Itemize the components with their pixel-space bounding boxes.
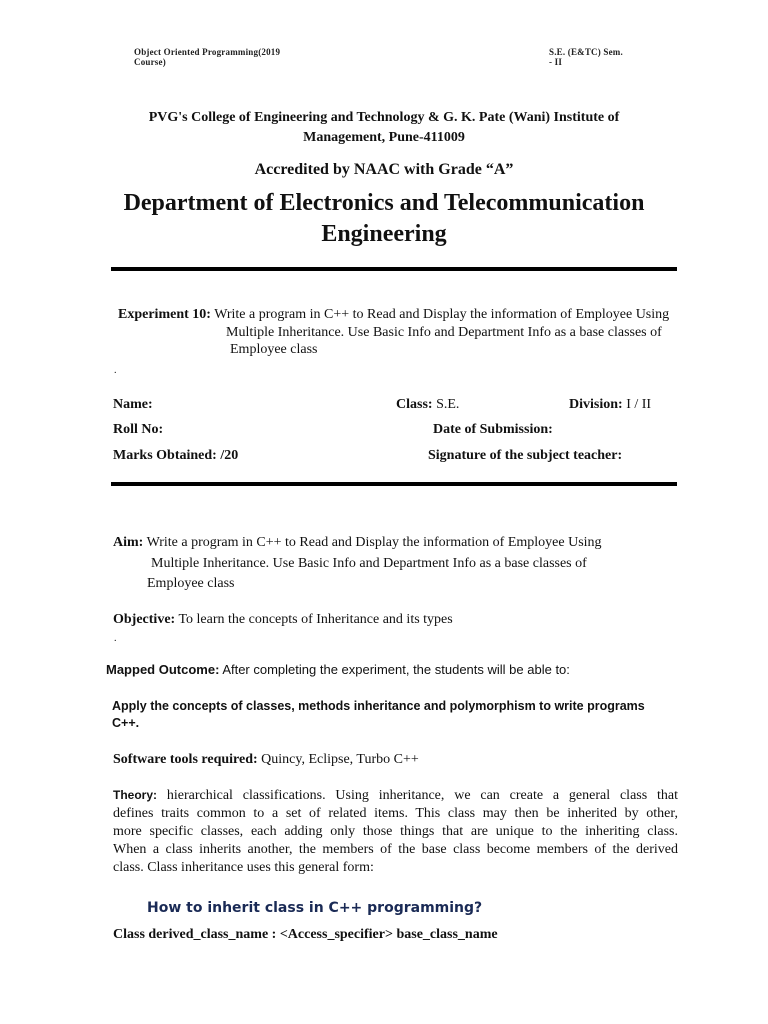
college-name-line2: Management, Pune-411009: [303, 130, 465, 145]
aim-line3: Employee class: [147, 576, 235, 591]
header-course-line2: Course): [134, 57, 166, 67]
header-course: [134, 47, 280, 67]
theory-label: Theory:: [113, 788, 158, 802]
marks-label: Marks Obtained: /20: [113, 448, 239, 463]
objective-dot: .: [114, 633, 117, 644]
theory-line1-row: [113, 786, 678, 805]
header-semester: [549, 47, 623, 67]
experiment-dot: .: [114, 365, 117, 376]
how-to-heading: How to inherit class in C++ programming?: [147, 900, 483, 916]
class-field: [396, 396, 459, 414]
college-name: [0, 108, 768, 148]
theory-line5: class. Class inheritance uses this general form:: [113, 860, 374, 875]
mapped-outcome: [106, 661, 570, 679]
name-label: Name:: [113, 397, 153, 412]
experiment-line2: Multiple Inheritance. Use Basic Info and Department Info as a base classes of: [226, 325, 662, 340]
divider-bottom: [111, 482, 677, 486]
software-text: Quincy, Eclipse, Turbo C++: [261, 752, 419, 767]
aim-label: Aim:: [113, 535, 144, 550]
syntax-line: Class derived_class_name : <Access_specifier> base_class_name: [113, 927, 498, 942]
department-title-line1: Department of Electronics and Telecommunication: [123, 190, 645, 216]
class-label: Class:: [396, 397, 433, 412]
mapped-outcome-label: Mapped Outcome:: [106, 662, 220, 677]
theory-line3: more specific classes, each adding only those things that are unique to the inheriting class.: [113, 824, 678, 839]
apply-line2: C++.: [112, 716, 140, 730]
divider-top: [111, 267, 677, 271]
roll-label: Roll No:: [113, 422, 164, 437]
experiment-line1: Write a program in C++ to Read and Display the information of Employee Using: [214, 307, 670, 322]
experiment-label: Experiment 10:: [118, 307, 211, 322]
accreditation: Accredited by NAAC with Grade “A”: [254, 161, 514, 178]
experiment-statement: [118, 306, 669, 324]
aim-line2: Multiple Inheritance. Use Basic Info and Department Info as a base classes of: [151, 556, 587, 571]
software-label: Software tools required:: [113, 752, 258, 767]
aim-line1: Write a program in C++ to Read and Display the information of Employee Using: [146, 535, 602, 550]
theory-paragraph: [113, 786, 678, 877]
header-semester-line2: - II: [549, 57, 563, 67]
apply-statement: [112, 698, 645, 732]
aim: [113, 534, 602, 552]
department-title-line2: Engineering: [321, 221, 447, 247]
objective-label: Objective:: [113, 612, 176, 627]
header-semester-line1: S.E. (E&TC) Sem.: [549, 47, 623, 57]
theory-line2: defines traits common to a set of related items. This class may then be inherited by other,: [113, 806, 678, 821]
objective: [113, 611, 453, 629]
mapped-outcome-text: After completing the experiment, the students will be able to:: [222, 662, 570, 677]
division-label: Division:: [569, 397, 623, 412]
apply-line1: Apply the concepts of classes, methods inheritance and polymorphism to write programs: [112, 699, 645, 713]
signature-label: Signature of the subject teacher:: [428, 448, 623, 463]
department-title: [0, 188, 768, 250]
division-field: [569, 396, 651, 414]
date-label: Date of Submission:: [433, 422, 553, 437]
class-value: S.E.: [436, 397, 460, 412]
theory-line1: hierarchical classifications. Using inheritance, we can create a general class that: [166, 788, 679, 803]
objective-text: To learn the concepts of Inheritance and its types: [178, 612, 453, 627]
theory-line4: When a class inherits another, the members of the base class become members of the derived: [113, 842, 678, 857]
header-course-line1: Object Oriented Programming(2019: [134, 47, 281, 57]
division-value: I / II: [626, 397, 652, 412]
software-tools: [113, 751, 419, 769]
experiment-line3: Employee class: [230, 342, 318, 357]
college-name-line1: PVG's College of Engineering and Technology & G. K. Pate (Wani) Institute of: [148, 110, 620, 125]
